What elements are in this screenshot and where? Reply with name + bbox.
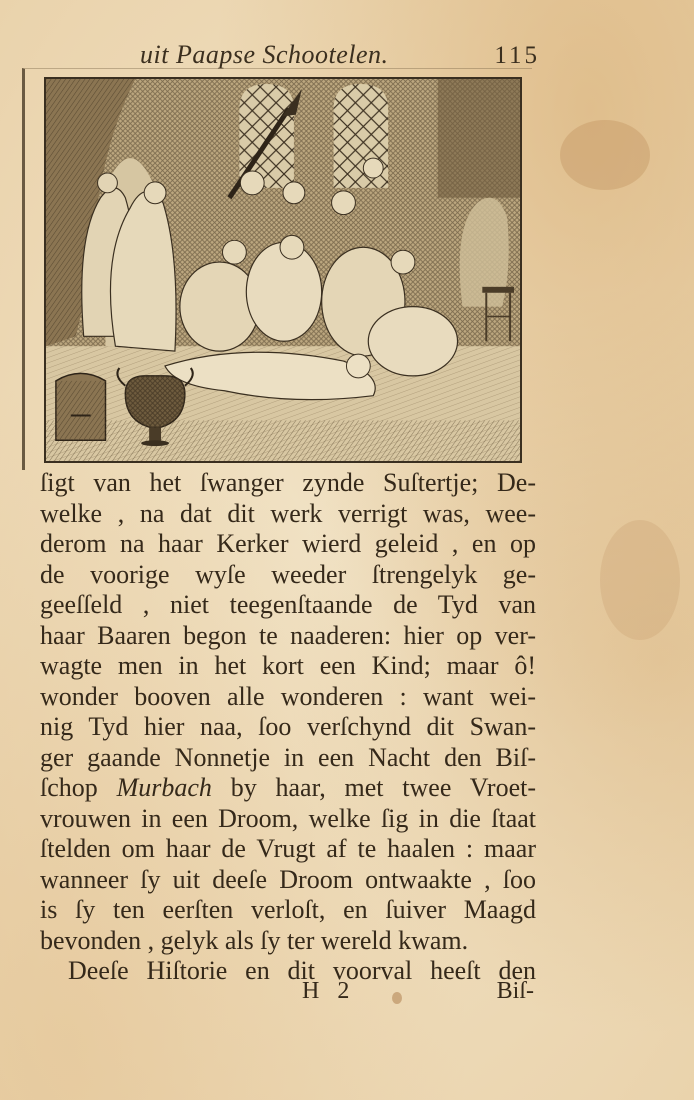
text-line: wagte men in het kort een Kind; maar ô! [40,651,536,680]
text-segment: ſchop [40,773,117,802]
text-line: wonder booven alle wonderen : want wei- [40,681,536,711]
text-line: derom na haar Kerker wierd geleid , en op [40,529,536,558]
text-line-paragraph-start: Deeſe Hiſtorie en dit voorval heeſt den [68,956,536,985]
page-footer [40,978,536,1010]
text-line: welke , na dat dit werk verrigt was, wee- [40,498,536,528]
text-line: haar Baaren begon te naaderen: hier op ver- [40,620,536,650]
engraving-illustration [44,77,522,463]
italic-name-murbach: Murbach [116,773,212,802]
signature-mark: H 2 [302,978,356,1004]
page-number: 115 [494,42,540,69]
text-line: vrouwen in een Droom, welke ſig in die ſtaat [40,803,536,833]
text-line: de voorige wyſe weeder ſtrengelyk ge- [40,559,536,589]
text-line: geeſſeld , niet teegenſtaande de Tyd van [40,590,536,619]
text-segment: by haar, met twee Vroet- [211,773,537,802]
text-line: ger gaande Nonnetje in een Nacht den Biſ- [40,742,536,772]
foxing-stain [560,120,650,190]
body-text [40,468,536,987]
text-line [40,773,536,804]
text-line: ſigt van het ſwanger zynde Suſtertje; De- [40,468,536,497]
text-line-paragraph-end: bevonden , gelyk als ſy ter wereld kwam. [40,925,469,955]
engraving-scene-icon [46,79,520,461]
text-line: nig Tyd hier naa, ſoo verſchynd dit Swan- [40,712,536,741]
text-line: wanneer ſy uit deeſe Droom ontwaakte , ſoo [40,864,536,894]
text-line: is ſy ten eerſten verloſt, en ſuiver Maagd [40,895,536,924]
running-title: uit Paapse Schootelen. [140,40,389,69]
text-line: ſtelden om haar de Vrugt af te haalen : maar [40,834,536,863]
catchword: Biſ- [496,978,534,1004]
foxing-stain [600,520,680,640]
